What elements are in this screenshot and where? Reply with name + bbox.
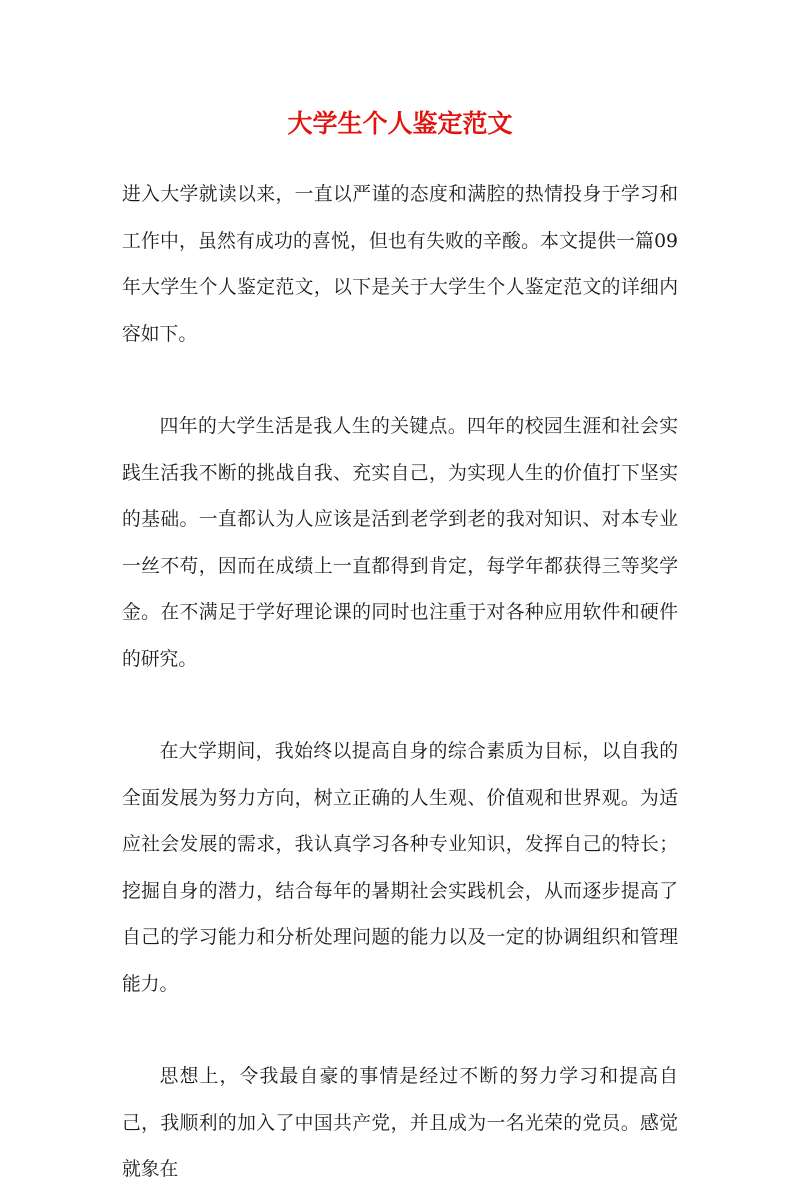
document-title: 大学生个人鉴定范文	[287, 109, 513, 138]
document-body	[122, 172, 678, 1194]
paragraph-ideology: 思想上，令我最自豪的事情是经过不断的努力学习和提高自己，我顺利的加入了中国共产党，并且成为一名光荣的党员。感觉就象在	[122, 1066, 678, 1180]
paragraph-gap	[122, 1008, 678, 1054]
paragraph-intro: 进入大学就读以来，一直以严谨的态度和满腔的热情投身于学习和工作中，虽然有成功的喜悦，但也有失败的辛酸。本文提供一篇09年大学生个人鉴定范文，以下是关于大学生个人鉴定范文的详细内容如下。	[122, 184, 678, 345]
paragraph-university-life: 四年的大学生活是我人生的关键点。四年的校园生涯和社会实践生活我不断的挑战自我、充实自己，为实现人生的价值打下坚实的基础。一直都认为人应该是活到老学到老的我对知识、对本专业一丝不苟，因而在成绩上一直都得到肯定，每学年都获得三等奖学金。在不满足于学好理论课的同时也注重于对各种应用软件和硬件的研究。	[122, 416, 678, 670]
paragraph-gap	[122, 358, 678, 404]
paragraph-self-development: 在大学期间，我始终以提高自身的综合素质为目标，以自我的全面发展为努力方向，树立正确的人生观、价值观和世界观。为适应社会发展的需求，我认真学习各种专业知识，发挥自己的特长；挖掘自身的潜力，结合每年的暑期社会实践机会，从而逐步提高了自己的学习能力和分析处理问题的能力以及一定的协调组织和管理能力。	[122, 741, 678, 995]
paragraph-gap	[122, 683, 678, 729]
